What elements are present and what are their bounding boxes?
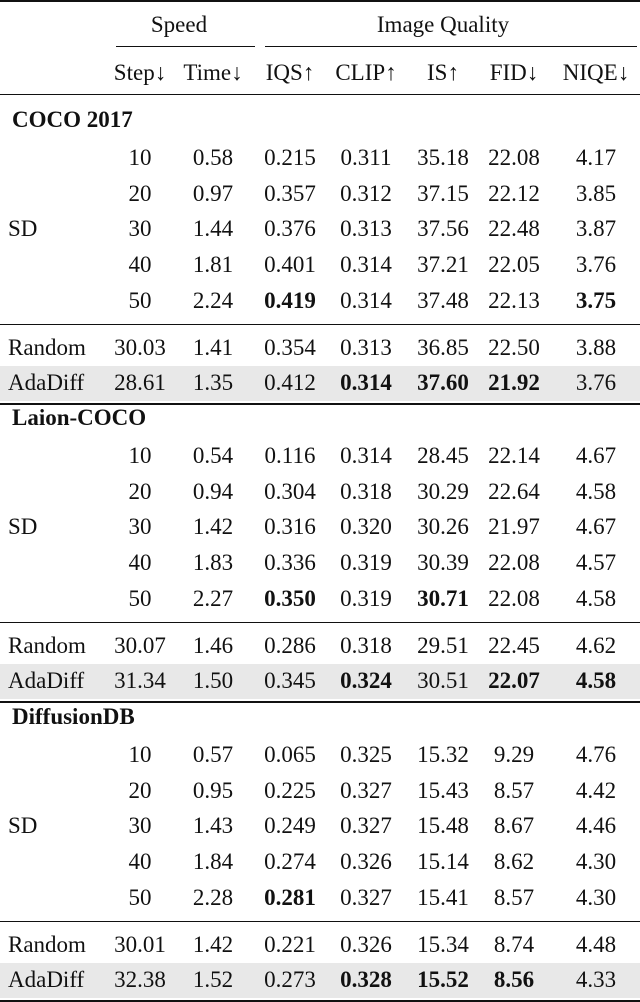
- speed-group-rule: [116, 46, 255, 47]
- cell-clip: 0.327: [340, 777, 392, 803]
- cell-time: 0.97: [192, 180, 234, 206]
- cell-iqs: 0.065: [264, 742, 316, 767]
- highlight-row-bg: [0, 963, 640, 998]
- cell-is: 15.34: [417, 931, 469, 957]
- cell-step: 30.07: [114, 632, 166, 658]
- cell-niqe: 4.58: [575, 668, 617, 694]
- row-label-adadiff: AdaDiff: [8, 668, 85, 694]
- cell-time: 1.46: [192, 632, 234, 658]
- cell-niqe: 4.42: [575, 777, 617, 803]
- cell-time: 1.84: [192, 849, 234, 875]
- cell-fid: 8.56: [493, 967, 535, 993]
- column-header-fid: FID↓: [489, 60, 539, 85]
- cell-step: 32.38: [114, 967, 166, 993]
- cell-fid: 22.08: [488, 550, 540, 576]
- cell-niqe: 4.67: [575, 514, 617, 540]
- cell-step: 50: [128, 585, 152, 611]
- cell-time: 0.58: [192, 145, 234, 170]
- cell-fid: 22.48: [488, 216, 540, 242]
- cell-clip: 0.314: [340, 443, 392, 468]
- cell-step: 30: [128, 216, 152, 242]
- cell-step: 40: [128, 550, 152, 576]
- cell-niqe: 4.58: [575, 585, 617, 611]
- cell-fid: 22.45: [488, 632, 540, 658]
- cell-niqe: 4.48: [575, 931, 617, 957]
- cell-is: 28.45: [417, 443, 469, 468]
- cell-time: 2.24: [192, 287, 234, 313]
- header-group-image-quality: Image Quality: [376, 12, 510, 37]
- section-title: COCO 2017: [12, 107, 133, 132]
- group-separator-rule: [0, 324, 640, 325]
- cell-is: 15.14: [417, 849, 469, 875]
- cell-niqe: 4.46: [575, 813, 617, 839]
- cell-fid: 22.13: [488, 287, 540, 313]
- cell-iqs: 0.249: [264, 813, 316, 839]
- column-header-step: Step↓: [113, 60, 167, 85]
- cell-niqe: 3.88: [575, 334, 617, 360]
- cell-time: 1.43: [192, 813, 234, 839]
- cell-step: 50: [128, 287, 152, 313]
- cell-step: 30.03: [114, 334, 166, 360]
- cell-clip: 0.327: [340, 813, 392, 839]
- cell-time: 1.42: [192, 514, 234, 540]
- cell-iqs: 0.350: [264, 585, 316, 611]
- cell-iqs: 0.316: [264, 514, 316, 540]
- cell-is: 29.51: [417, 632, 469, 658]
- cell-clip: 0.327: [340, 884, 392, 910]
- cell-step: 40: [128, 252, 152, 278]
- row-label-sd: SD: [8, 514, 38, 540]
- row-label-adadiff: AdaDiff: [8, 370, 85, 396]
- cell-iqs: 0.281: [264, 884, 316, 910]
- section-title: Laion-COCO: [12, 405, 147, 430]
- cell-is: 15.41: [417, 884, 469, 910]
- cell-clip: 0.326: [340, 931, 392, 957]
- cell-clip: 0.325: [340, 742, 392, 767]
- cell-niqe: 3.85: [575, 180, 617, 206]
- cell-is: 30.39: [417, 550, 469, 576]
- cell-clip: 0.320: [340, 514, 392, 540]
- group-separator-rule: [0, 622, 640, 623]
- cell-time: 1.50: [192, 668, 234, 694]
- cell-is: 37.60: [417, 370, 469, 396]
- cell-clip: 0.313: [340, 334, 392, 360]
- cell-time: 0.94: [192, 478, 234, 504]
- cell-iqs: 0.215: [264, 145, 316, 170]
- cell-is: 37.56: [417, 216, 469, 242]
- cell-niqe: 4.33: [575, 967, 617, 993]
- cell-niqe: 4.57: [575, 550, 617, 576]
- cell-clip: 0.326: [340, 849, 392, 875]
- cell-is: 37.15: [417, 180, 469, 206]
- cell-fid: 8.57: [493, 777, 535, 803]
- cell-is: 30.29: [417, 478, 469, 504]
- cell-fid: 8.74: [493, 931, 535, 957]
- cell-iqs: 0.336: [264, 550, 316, 576]
- cell-step: 10: [128, 443, 152, 468]
- cell-fid: 9.29: [493, 742, 535, 767]
- cell-iqs: 0.116: [264, 443, 316, 468]
- cell-fid: 21.97: [488, 514, 540, 540]
- cell-step: 40: [128, 849, 152, 875]
- column-header-clip: CLIP↑: [335, 60, 397, 85]
- cell-fid: 21.92: [488, 370, 540, 396]
- cell-iqs: 0.412: [264, 370, 316, 396]
- cell-fid: 22.08: [488, 585, 540, 611]
- cell-clip: 0.318: [340, 478, 392, 504]
- header-group-speed: Speed: [150, 12, 208, 37]
- cell-is: 37.21: [417, 252, 469, 278]
- row-label-random: Random: [8, 632, 86, 658]
- quality-group-rule: [265, 46, 637, 47]
- cell-is: 15.52: [417, 967, 469, 993]
- cell-step: 20: [128, 777, 152, 803]
- cell-step: 50: [128, 884, 152, 910]
- cell-niqe: 3.75: [575, 287, 617, 313]
- cell-fid: 8.62: [493, 849, 535, 875]
- cell-niqe: 4.30: [575, 849, 617, 875]
- section-title: DiffusionDB: [12, 704, 135, 729]
- cell-niqe: 3.76: [575, 370, 617, 396]
- cell-niqe: 4.17: [575, 145, 617, 170]
- cell-is: 15.43: [417, 777, 469, 803]
- cell-time: 0.54: [192, 443, 234, 468]
- cell-iqs: 0.357: [264, 180, 316, 206]
- cell-fid: 22.07: [488, 668, 540, 694]
- row-label-sd: SD: [8, 813, 38, 839]
- cell-iqs: 0.221: [264, 931, 316, 957]
- cell-niqe: 3.76: [575, 252, 617, 278]
- cell-step: 20: [128, 478, 152, 504]
- cell-step: 10: [128, 742, 152, 767]
- cell-iqs: 0.225: [264, 777, 316, 803]
- cell-iqs: 0.376: [264, 216, 316, 242]
- cell-is: 15.32: [417, 742, 469, 767]
- cell-step: 28.61: [114, 370, 166, 396]
- cell-step: 30.01: [114, 931, 166, 957]
- cell-is: 35.18: [417, 145, 469, 170]
- cell-iqs: 0.273: [264, 967, 316, 993]
- cell-time: 0.57: [192, 742, 234, 767]
- highlight-row-bg: [0, 664, 640, 699]
- cell-clip: 0.313: [340, 216, 392, 242]
- cell-fid: 8.57: [493, 884, 535, 910]
- column-header-time: Time↓: [183, 60, 243, 85]
- cell-clip: 0.314: [340, 370, 392, 396]
- row-label-adadiff: AdaDiff: [8, 967, 85, 993]
- cell-clip: 0.319: [340, 585, 392, 611]
- cell-clip: 0.312: [340, 180, 392, 206]
- cell-fid: 22.05: [488, 252, 540, 278]
- cell-time: 1.52: [192, 967, 234, 993]
- highlight-row-bg: [0, 366, 640, 401]
- cell-is: 30.71: [417, 585, 469, 611]
- column-header-is: IS↑: [427, 60, 459, 85]
- cell-time: 1.81: [192, 252, 234, 278]
- cell-time: 1.35: [192, 370, 234, 396]
- cell-time: 1.41: [192, 334, 234, 360]
- cell-iqs: 0.354: [264, 334, 316, 360]
- cell-niqe: 4.30: [575, 884, 617, 910]
- top-rule: [0, 0, 640, 2]
- cell-fid: 22.50: [488, 334, 540, 360]
- cell-clip: 0.328: [340, 967, 392, 993]
- cell-niqe: 4.58: [575, 478, 617, 504]
- cell-is: 36.85: [417, 334, 469, 360]
- cell-is: 37.48: [417, 287, 469, 313]
- cell-step: 30: [128, 813, 152, 839]
- header-rule: [0, 94, 640, 95]
- cell-iqs: 0.274: [264, 849, 316, 875]
- row-label-random: Random: [8, 334, 86, 360]
- cell-time: 1.83: [192, 550, 234, 576]
- cell-clip: 0.314: [340, 252, 392, 278]
- cell-fid: 22.12: [488, 180, 540, 206]
- cell-niqe: 4.67: [575, 443, 617, 468]
- cell-clip: 0.314: [340, 287, 392, 313]
- cell-step: 10: [128, 145, 152, 170]
- cell-niqe: 4.76: [575, 742, 617, 767]
- cell-fid: 22.64: [488, 478, 540, 504]
- cell-clip: 0.324: [340, 668, 392, 694]
- cell-fid: 22.14: [488, 443, 540, 468]
- cell-time: 2.27: [192, 585, 234, 611]
- cell-fid: 22.08: [488, 145, 540, 170]
- cell-time: 0.95: [192, 777, 234, 803]
- cell-clip: 0.318: [340, 632, 392, 658]
- cell-time: 1.42: [192, 931, 234, 957]
- cell-fid: 8.67: [493, 813, 535, 839]
- cell-clip: 0.319: [340, 550, 392, 576]
- group-separator-rule: [0, 921, 640, 922]
- cell-iqs: 0.345: [264, 668, 316, 694]
- cell-niqe: 3.87: [575, 216, 617, 242]
- row-label-random: Random: [8, 931, 86, 957]
- cell-is: 30.51: [417, 668, 469, 694]
- row-label-sd: SD: [8, 216, 38, 242]
- cell-time: 2.28: [192, 884, 234, 910]
- cell-is: 30.26: [417, 514, 469, 540]
- cell-iqs: 0.401: [264, 252, 316, 278]
- cell-step: 31.34: [114, 668, 166, 694]
- cell-step: 30: [128, 514, 152, 540]
- column-header-iqs: IQS↑: [265, 60, 315, 85]
- cell-iqs: 0.286: [264, 632, 316, 658]
- cell-step: 20: [128, 180, 152, 206]
- cell-niqe: 4.62: [575, 632, 617, 658]
- cell-iqs: 0.419: [264, 287, 316, 313]
- cell-is: 15.48: [417, 813, 469, 839]
- cell-iqs: 0.304: [264, 478, 316, 504]
- column-header-niqe: NIQE↓: [562, 60, 630, 85]
- cell-time: 1.44: [192, 216, 234, 242]
- cell-clip: 0.311: [340, 145, 392, 170]
